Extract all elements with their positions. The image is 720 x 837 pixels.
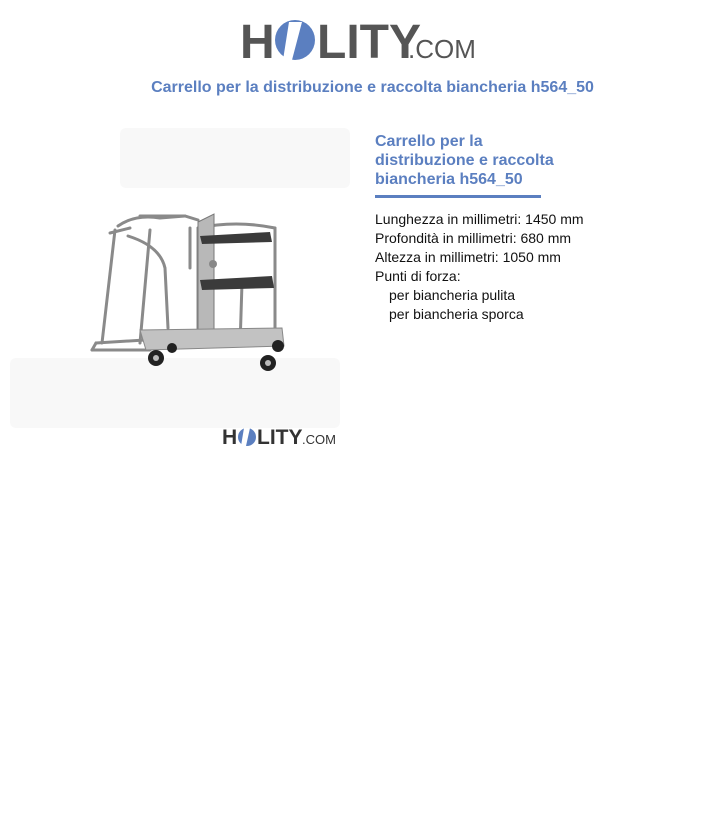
logo-o-icon xyxy=(275,20,315,60)
logo-small-suffix: .COM xyxy=(302,432,336,447)
strength-item: per biancheria pulita xyxy=(389,287,516,303)
logo-suffix: .COM xyxy=(408,34,476,64)
spec-list xyxy=(375,210,695,324)
product-image xyxy=(0,118,365,463)
spec-length: Lunghezza in millimetri: 1450 mm xyxy=(375,211,584,227)
product-info xyxy=(375,132,695,324)
title-underline xyxy=(375,195,541,198)
spec-depth: Profondità in millimetri: 680 mm xyxy=(375,230,572,246)
strength-item: per biancheria sporca xyxy=(389,306,524,322)
strengths-list xyxy=(375,286,695,324)
product-title: Carrello per la distribuzione e raccolta biancheria h564_50 xyxy=(375,133,554,188)
logo-small-o-icon xyxy=(238,428,256,446)
page-title: Carrello per la distribuzione e raccolta biancheria h564_50 xyxy=(151,79,594,96)
spec-strengths-label: Punti di forza: xyxy=(375,268,461,284)
logo-letter-h: H xyxy=(240,16,275,69)
logo-small-letters: LITY xyxy=(257,426,303,449)
logo-letters: LITY xyxy=(317,16,421,69)
spec-height: Altezza in millimetri: 1050 mm xyxy=(375,249,561,265)
logo-small-letter-h: H xyxy=(222,426,238,449)
holity-logo-small xyxy=(220,423,340,451)
holity-logo xyxy=(240,8,490,70)
